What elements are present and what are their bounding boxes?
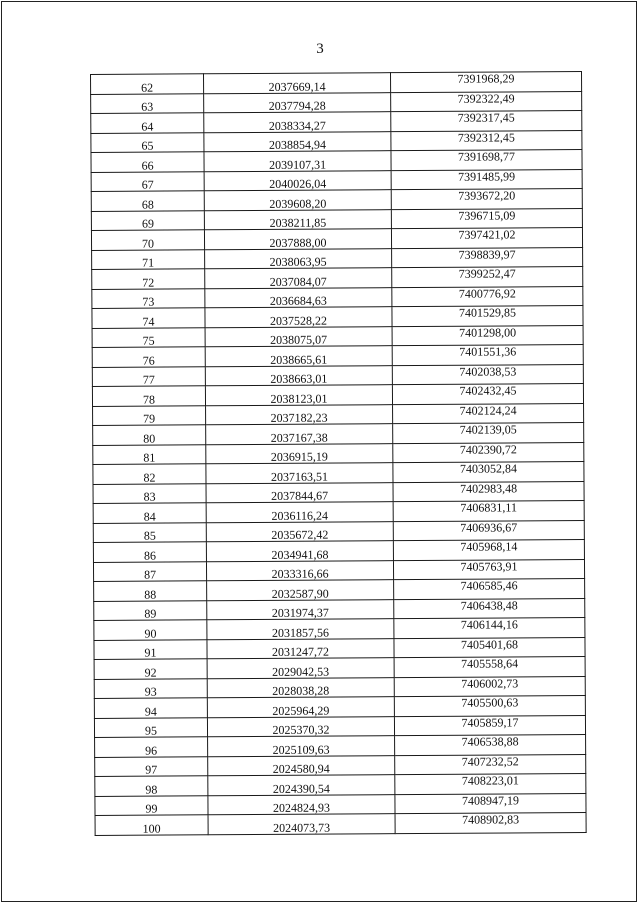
point-number-cell: 91 [94,639,207,659]
y-coordinate-cell: 7405500,63 [394,695,585,716]
point-number-cell: 95 [94,717,207,737]
y-coordinate-cell: 7406002,73 [394,676,585,697]
x-coordinate-cell: 2024824,93 [208,794,395,815]
point-number-cell: 84 [93,503,206,523]
y-coordinate-cell: 7408223,01 [395,773,586,794]
x-coordinate-cell: 2025109,63 [208,736,395,757]
x-coordinate-cell: 2029042,53 [207,658,394,679]
x-coordinate-cell: 2037528,22 [205,307,392,328]
coordinates-table [90,71,587,835]
y-coordinate-cell: 7400776,92 [392,286,583,307]
y-coordinate-cell: 7391485,99 [391,169,582,190]
x-coordinate-cell: 2037794,28 [204,92,391,113]
point-number-cell: 65 [91,132,204,152]
y-coordinate-cell: 7402139,05 [393,422,584,443]
point-number-cell: 64 [91,113,204,133]
point-number-cell: 73 [92,288,205,308]
y-coordinate-cell: 7402124,24 [393,403,584,424]
x-coordinate-cell: 2037844,67 [206,482,393,503]
page-number: 3 [316,41,324,57]
x-coordinate-cell: 2031247,72 [207,638,394,659]
y-coordinate-cell: 7392322,49 [391,91,582,112]
point-number-cell: 96 [95,737,208,757]
y-coordinate-cell: 7406144,16 [394,617,585,638]
x-coordinate-cell: 2038075,07 [205,326,392,347]
y-coordinate-cell: 7405558,64 [394,656,585,677]
point-number-cell: 97 [95,756,208,776]
y-coordinate-cell: 7401298,00 [392,325,583,346]
point-number-cell: 62 [91,74,204,94]
point-number-cell: 68 [91,191,204,211]
point-number-cell: 99 [95,795,208,815]
x-coordinate-cell: 2028038,28 [207,677,394,698]
x-coordinate-cell: 2038211,85 [204,209,391,230]
y-coordinate-cell: 7408902,83 [395,812,586,833]
y-coordinate-cell: 7391698,77 [391,149,582,170]
point-number-cell: 77 [92,366,205,386]
x-coordinate-cell: 2035672,42 [206,521,393,542]
x-coordinate-cell: 2024073,73 [208,814,395,835]
y-coordinate-cell: 7405859,17 [394,715,585,736]
y-coordinate-cell: 7393672,20 [391,188,582,209]
point-number-cell: 75 [92,327,205,347]
table-row [95,812,586,834]
y-coordinate-cell: 7392317,45 [391,110,582,131]
point-number-cell: 92 [94,659,207,679]
y-coordinate-cell: 7396715,09 [391,208,582,229]
x-coordinate-cell: 2040026,04 [204,170,391,191]
x-coordinate-cell: 2037888,00 [204,229,391,250]
x-coordinate-cell: 2037182,23 [206,404,393,425]
x-coordinate-cell: 2025370,32 [207,716,394,737]
y-coordinate-cell: 7406936,67 [393,520,584,541]
point-number-cell: 88 [94,581,207,601]
y-coordinate-cell: 7402432,45 [392,383,583,404]
x-coordinate-cell: 2031857,56 [207,619,394,640]
y-coordinate-cell: 7406831,11 [393,500,584,521]
y-coordinate-cell: 7391968,29 [390,71,581,92]
point-number-cell: 70 [91,230,204,250]
point-number-cell: 67 [91,171,204,191]
x-coordinate-cell: 2038665,61 [205,346,392,367]
x-coordinate-cell: 2038063,95 [205,248,392,269]
x-coordinate-cell: 2036116,24 [206,502,393,523]
y-coordinate-cell: 7403052,84 [393,461,584,482]
y-coordinate-cell: 7407232,52 [395,754,586,775]
x-coordinate-cell: 2036915,19 [206,443,393,464]
coordinates-table-body [91,71,587,834]
point-number-cell: 63 [91,93,204,113]
x-coordinate-cell: 2024580,94 [208,755,395,776]
x-coordinate-cell: 2036684,63 [205,287,392,308]
point-number-cell: 79 [93,405,206,425]
x-coordinate-cell: 2024390,54 [208,775,395,796]
point-number-cell: 76 [92,347,205,367]
x-coordinate-cell: 2037669,14 [204,73,391,94]
point-number-cell: 86 [93,542,206,562]
y-coordinate-cell: 7401551,36 [392,344,583,365]
y-coordinate-cell: 7405401,68 [394,637,585,658]
point-number-cell: 81 [93,444,206,464]
point-number-cell: 100 [95,815,208,835]
y-coordinate-cell: 7392312,45 [391,130,582,151]
point-number-cell: 80 [93,425,206,445]
x-coordinate-cell: 2038334,27 [204,112,391,133]
point-number-cell: 74 [92,308,205,328]
y-coordinate-cell: 7402390,72 [393,442,584,463]
point-number-cell: 93 [94,678,207,698]
x-coordinate-cell: 2038123,01 [205,385,392,406]
point-number-cell: 66 [91,152,204,172]
x-coordinate-cell: 2031974,37 [207,599,394,620]
x-coordinate-cell: 2032587,90 [207,580,394,601]
y-coordinate-cell: 7405968,14 [393,539,584,560]
point-number-cell: 90 [94,620,207,640]
point-number-cell: 69 [91,210,204,230]
point-number-cell: 94 [94,698,207,718]
point-number-cell: 71 [92,249,205,269]
point-number-cell: 85 [93,522,206,542]
y-coordinate-cell: 7405763,91 [393,559,584,580]
point-number-cell: 83 [93,483,206,503]
y-coordinate-cell: 7406438,48 [394,598,585,619]
x-coordinate-cell: 2037167,38 [206,424,393,445]
y-coordinate-cell: 7408947,19 [395,793,586,814]
point-number-cell: 72 [92,269,205,289]
x-coordinate-cell: 2039608,20 [204,190,391,211]
y-coordinate-cell: 7397421,02 [391,227,582,248]
x-coordinate-cell: 2039107,31 [204,151,391,172]
point-number-cell: 87 [93,561,206,581]
y-coordinate-cell: 7406585,46 [394,578,585,599]
x-coordinate-cell: 2037163,51 [206,463,393,484]
y-coordinate-cell: 7401529,85 [392,305,583,326]
y-coordinate-cell: 7399252,47 [392,266,583,287]
y-coordinate-cell: 7406538,88 [395,734,586,755]
x-coordinate-cell: 2025964,29 [207,697,394,718]
x-coordinate-cell: 2038663,01 [205,365,392,386]
x-coordinate-cell: 2034941,68 [206,541,393,562]
point-number-cell: 78 [92,386,205,406]
y-coordinate-cell: 7402983,48 [393,481,584,502]
point-number-cell: 89 [94,600,207,620]
y-coordinate-cell: 7402038,53 [392,364,583,385]
point-number-cell: 82 [93,464,206,484]
point-number-cell: 98 [95,776,208,796]
x-coordinate-cell: 2033316,66 [206,560,393,581]
x-coordinate-cell: 2037084,07 [205,268,392,289]
y-coordinate-cell: 7398839,97 [392,247,583,268]
x-coordinate-cell: 2038854,94 [204,131,391,152]
